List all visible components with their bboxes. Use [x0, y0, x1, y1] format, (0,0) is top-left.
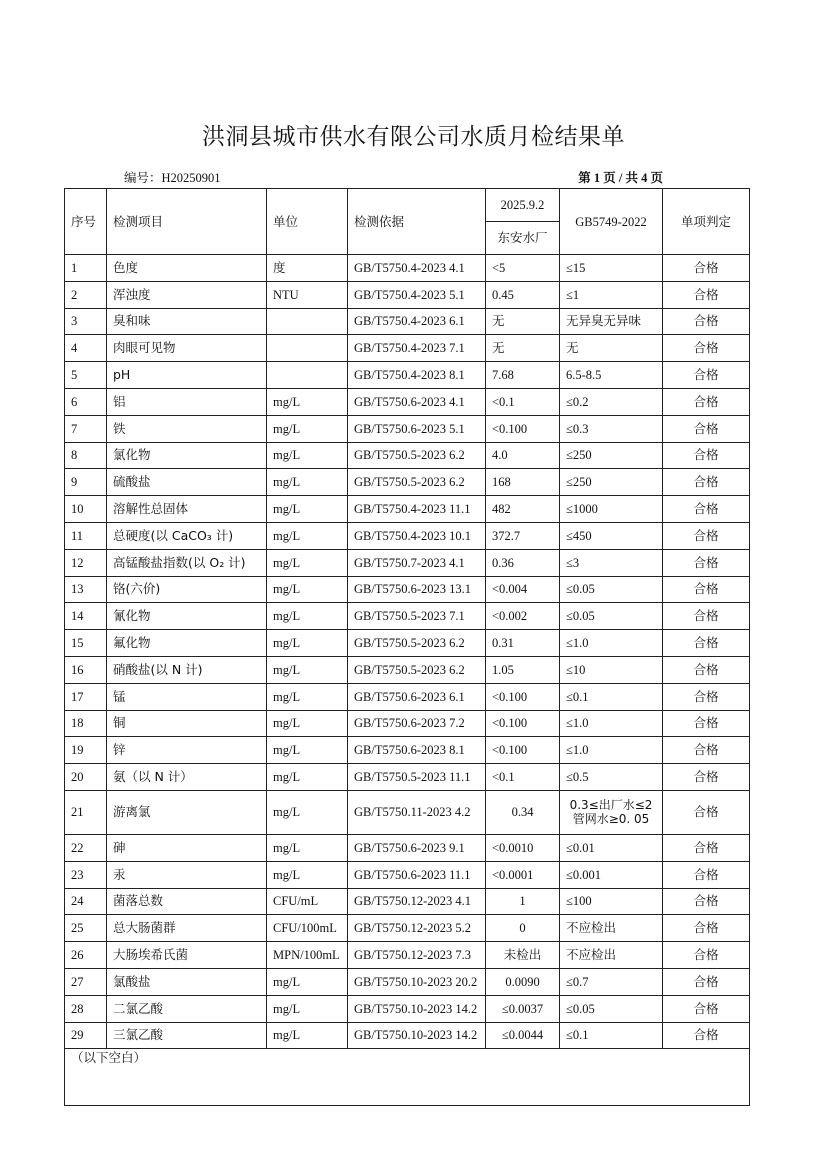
- row-limit: ≤1.0: [560, 710, 663, 737]
- table-row: [65, 737, 750, 764]
- row-verdict: 合格: [663, 764, 750, 791]
- row-method: GB/T5750.12-2023 7.3: [348, 942, 486, 969]
- row-method: GB/T5750.10-2023 14.2: [348, 1022, 486, 1049]
- row-unit: mg/L: [267, 496, 348, 523]
- blank-row: [65, 1049, 750, 1106]
- row-limit: ≤0.001: [560, 861, 663, 888]
- row-item: 游离氯: [107, 790, 267, 834]
- header-method: 检测依据: [348, 189, 486, 255]
- table-row: [65, 308, 750, 335]
- table-row: [65, 603, 750, 630]
- row-unit: [267, 308, 348, 335]
- row-result: <0.002: [486, 603, 560, 630]
- row-result: <0.1: [486, 764, 560, 791]
- row-limit: ≤0.1: [560, 1022, 663, 1049]
- row-method: GB/T5750.10-2023 20.2: [348, 968, 486, 995]
- row-result: ≤0.0044: [486, 1022, 560, 1049]
- row-limit: ≤0.01: [560, 834, 663, 861]
- row-method: GB/T5750.6-2023 6.1: [348, 683, 486, 710]
- row-number: 23: [65, 861, 107, 888]
- row-limit: ≤250: [560, 442, 663, 469]
- row-number: 4: [65, 335, 107, 362]
- table-row: [65, 362, 750, 389]
- row-result: <0.100: [486, 683, 560, 710]
- row-method: GB/T5750.6-2023 5.1: [348, 415, 486, 442]
- row-number: 8: [65, 442, 107, 469]
- row-number: 27: [65, 968, 107, 995]
- row-item: 高锰酸盐指数(以 O₂ 计): [107, 549, 267, 576]
- row-item: 肉眼可见物: [107, 335, 267, 362]
- row-method: GB/T5750.4-2023 8.1: [348, 362, 486, 389]
- row-result: 未检出: [486, 942, 560, 969]
- row-result: 7.68: [486, 362, 560, 389]
- row-limit: ≤3: [560, 549, 663, 576]
- row-item: 砷: [107, 834, 267, 861]
- row-item: 汞: [107, 861, 267, 888]
- row-verdict: 合格: [663, 362, 750, 389]
- row-verdict: 合格: [663, 656, 750, 683]
- row-number: 29: [65, 1022, 107, 1049]
- table-row: [65, 1022, 750, 1049]
- table-row: [65, 888, 750, 915]
- table-row: [65, 388, 750, 415]
- row-item: 二氯乙酸: [107, 995, 267, 1022]
- row-limit: ≤1.0: [560, 630, 663, 657]
- row-unit: mg/L: [267, 469, 348, 496]
- row-number: 25: [65, 915, 107, 942]
- header-verdict: 单项判定: [663, 189, 750, 255]
- row-result: 0.36: [486, 549, 560, 576]
- row-verdict: 合格: [663, 335, 750, 362]
- row-item: 铁: [107, 415, 267, 442]
- row-method: GB/T5750.10-2023 14.2: [348, 995, 486, 1022]
- row-item: 铝: [107, 388, 267, 415]
- row-item: 锰: [107, 683, 267, 710]
- table-row: [65, 995, 750, 1022]
- row-number: 3: [65, 308, 107, 335]
- row-result: <0.004: [486, 576, 560, 603]
- row-limit: ≤100: [560, 888, 663, 915]
- row-result: 482: [486, 496, 560, 523]
- row-verdict: 合格: [663, 496, 750, 523]
- row-number: 1: [65, 255, 107, 282]
- table-row: [65, 469, 750, 496]
- row-result: 1.05: [486, 656, 560, 683]
- row-unit: mg/L: [267, 968, 348, 995]
- table-row: [65, 764, 750, 791]
- row-unit: NTU: [267, 281, 348, 308]
- row-limit: ≤15: [560, 255, 663, 282]
- row-number: 28: [65, 995, 107, 1022]
- row-item: 总大肠菌群: [107, 915, 267, 942]
- row-number: 20: [65, 764, 107, 791]
- row-number: 7: [65, 415, 107, 442]
- row-result: <0.1: [486, 388, 560, 415]
- row-method: GB/T5750.5-2023 7.1: [348, 603, 486, 630]
- row-method: GB/T5750.11-2023 4.2: [348, 790, 486, 834]
- header-no: 序号: [65, 189, 107, 255]
- row-verdict: 合格: [663, 834, 750, 861]
- row-item: 铜: [107, 710, 267, 737]
- row-verdict: 合格: [663, 683, 750, 710]
- row-verdict: 合格: [663, 442, 750, 469]
- row-limit-line2: 管网水≥0. 05: [572, 812, 650, 827]
- row-verdict: 合格: [663, 1022, 750, 1049]
- table-row: [65, 790, 750, 834]
- row-method: GB/T5750.6-2023 11.1: [348, 861, 486, 888]
- table-row: [65, 335, 750, 362]
- table-row: [65, 281, 750, 308]
- row-method: GB/T5750.4-2023 7.1: [348, 335, 486, 362]
- row-item: 锌: [107, 737, 267, 764]
- row-limit: ≤0.5: [560, 764, 663, 791]
- row-method: GB/T5750.12-2023 5.2: [348, 915, 486, 942]
- row-limit: 无: [560, 335, 663, 362]
- row-method: GB/T5750.5-2023 6.2: [348, 442, 486, 469]
- row-limit-line1: 0.3≤出厂水≤2: [569, 798, 653, 813]
- row-item: 溶解性总固体: [107, 496, 267, 523]
- row-number: 2: [65, 281, 107, 308]
- row-unit: mg/L: [267, 549, 348, 576]
- row-result: 0: [486, 915, 560, 942]
- row-item: 氯酸盐: [107, 968, 267, 995]
- row-unit: [267, 335, 348, 362]
- row-verdict: 合格: [663, 522, 750, 549]
- row-verdict: 合格: [663, 915, 750, 942]
- row-item: 菌落总数: [107, 888, 267, 915]
- row-unit: mg/L: [267, 710, 348, 737]
- row-method: GB/T5750.5-2023 6.2: [348, 469, 486, 496]
- row-limit: ≤0.05: [560, 603, 663, 630]
- row-method: GB/T5750.4-2023 4.1: [348, 255, 486, 282]
- row-limit: ≤1.0: [560, 737, 663, 764]
- row-method: GB/T5750.7-2023 4.1: [348, 549, 486, 576]
- row-unit: mg/L: [267, 442, 348, 469]
- row-limit: ≤450: [560, 522, 663, 549]
- document-number: 编号：H20250901: [124, 171, 221, 185]
- page-title: 洪洞县城市供水有限公司水质月检结果单: [202, 124, 625, 150]
- row-unit: mg/L: [267, 764, 348, 791]
- row-number: 22: [65, 834, 107, 861]
- row-verdict: 合格: [663, 603, 750, 630]
- table-row: [65, 942, 750, 969]
- row-number: 14: [65, 603, 107, 630]
- row-result: 无: [486, 335, 560, 362]
- row-method: GB/T5750.6-2023 9.1: [348, 834, 486, 861]
- row-limit: ≤0.1: [560, 683, 663, 710]
- row-unit: mg/L: [267, 603, 348, 630]
- row-unit: mg/L: [267, 683, 348, 710]
- row-result: 1: [486, 888, 560, 915]
- row-verdict: 合格: [663, 737, 750, 764]
- row-result: 168: [486, 469, 560, 496]
- table-row: [65, 442, 750, 469]
- row-method: GB/T5750.4-2023 11.1: [348, 496, 486, 523]
- row-limit: [560, 790, 663, 834]
- row-unit: mg/L: [267, 1022, 348, 1049]
- row-verdict: 合格: [663, 281, 750, 308]
- row-result: ≤0.0037: [486, 995, 560, 1022]
- row-verdict: 合格: [663, 995, 750, 1022]
- row-limit: 不应检出: [560, 942, 663, 969]
- row-verdict: 合格: [663, 790, 750, 834]
- row-limit: 不应检出: [560, 915, 663, 942]
- row-method: GB/T5750.4-2023 6.1: [348, 308, 486, 335]
- row-verdict: 合格: [663, 469, 750, 496]
- row-number: 16: [65, 656, 107, 683]
- header-site: 东安水厂: [486, 222, 560, 255]
- row-verdict: 合格: [663, 942, 750, 969]
- header-item: 检测项目: [107, 189, 267, 255]
- row-limit: ≤0.2: [560, 388, 663, 415]
- row-limit: ≤10: [560, 656, 663, 683]
- row-limit: ≤250: [560, 469, 663, 496]
- row-result: 0.34: [486, 790, 560, 834]
- row-result: <0.100: [486, 710, 560, 737]
- row-number: 24: [65, 888, 107, 915]
- table-row: [65, 496, 750, 523]
- row-number: 9: [65, 469, 107, 496]
- row-limit: 6.5-8.5: [560, 362, 663, 389]
- row-unit: CFU/100mL: [267, 915, 348, 942]
- row-method: GB/T5750.6-2023 13.1: [348, 576, 486, 603]
- row-item: 色度: [107, 255, 267, 282]
- table-row: [65, 915, 750, 942]
- row-method: GB/T5750.12-2023 4.1: [348, 888, 486, 915]
- row-result: 0.31: [486, 630, 560, 657]
- row-verdict: 合格: [663, 576, 750, 603]
- row-number: 12: [65, 549, 107, 576]
- row-verdict: 合格: [663, 861, 750, 888]
- row-item: 氨（以 N 计）: [107, 764, 267, 791]
- row-limit: ≤1: [560, 281, 663, 308]
- row-verdict: 合格: [663, 630, 750, 657]
- row-item: 氟化物: [107, 630, 267, 657]
- row-limit: ≤1000: [560, 496, 663, 523]
- row-number: 15: [65, 630, 107, 657]
- row-item: 硝酸盐(以 N 计): [107, 656, 267, 683]
- row-unit: mg/L: [267, 790, 348, 834]
- row-verdict: 合格: [663, 415, 750, 442]
- row-result: 无: [486, 308, 560, 335]
- row-number: 18: [65, 710, 107, 737]
- row-item: 硫酸盐: [107, 469, 267, 496]
- row-result: <0.0001: [486, 861, 560, 888]
- row-result: 0.45: [486, 281, 560, 308]
- row-limit: ≤0.3: [560, 415, 663, 442]
- row-result: 372.7: [486, 522, 560, 549]
- row-result: <5: [486, 255, 560, 282]
- row-number: 26: [65, 942, 107, 969]
- row-item: 氯化物: [107, 442, 267, 469]
- table-row: [65, 861, 750, 888]
- row-method: GB/T5750.6-2023 4.1: [348, 388, 486, 415]
- row-number: 19: [65, 737, 107, 764]
- row-verdict: 合格: [663, 549, 750, 576]
- row-unit: [267, 362, 348, 389]
- row-limit: ≤0.05: [560, 576, 663, 603]
- row-item: pH: [107, 362, 267, 389]
- header-standard: GB5749-2022: [560, 189, 663, 255]
- row-unit: mg/L: [267, 737, 348, 764]
- row-unit: mg/L: [267, 861, 348, 888]
- table-row: [65, 255, 750, 282]
- row-item: 氰化物: [107, 603, 267, 630]
- row-method: GB/T5750.6-2023 7.2: [348, 710, 486, 737]
- row-method: GB/T5750.5-2023 6.2: [348, 656, 486, 683]
- table-row: [65, 710, 750, 737]
- row-method: GB/T5750.6-2023 8.1: [348, 737, 486, 764]
- row-limit: 无异臭无异味: [560, 308, 663, 335]
- row-verdict: 合格: [663, 710, 750, 737]
- row-unit: mg/L: [267, 656, 348, 683]
- row-unit: mg/L: [267, 995, 348, 1022]
- row-unit: mg/L: [267, 415, 348, 442]
- table-row: [65, 968, 750, 995]
- table-row: [65, 415, 750, 442]
- row-result: 0.0090: [486, 968, 560, 995]
- row-unit: mg/L: [267, 630, 348, 657]
- row-verdict: 合格: [663, 888, 750, 915]
- row-number: 10: [65, 496, 107, 523]
- row-method: GB/T5750.4-2023 5.1: [348, 281, 486, 308]
- table-row: [65, 656, 750, 683]
- row-item: 总硬度(以 CaCO₃ 计): [107, 522, 267, 549]
- row-item: 铬(六价): [107, 576, 267, 603]
- blank-note: （以下空白）: [65, 1049, 750, 1106]
- table-row: [65, 834, 750, 861]
- row-unit: mg/L: [267, 576, 348, 603]
- table-row: [65, 683, 750, 710]
- row-item: 臭和味: [107, 308, 267, 335]
- row-result: 4.0: [486, 442, 560, 469]
- row-verdict: 合格: [663, 255, 750, 282]
- row-result: <0.100: [486, 737, 560, 764]
- table-row: [65, 522, 750, 549]
- table-row: [65, 630, 750, 657]
- row-result: <0.100: [486, 415, 560, 442]
- header-row: [65, 189, 750, 222]
- results-table: [64, 188, 750, 1106]
- row-item: 浑浊度: [107, 281, 267, 308]
- row-number: 13: [65, 576, 107, 603]
- row-method: GB/T5750.5-2023 11.1: [348, 764, 486, 791]
- row-unit: MPN/100mL: [267, 942, 348, 969]
- row-unit: mg/L: [267, 388, 348, 415]
- row-number: 6: [65, 388, 107, 415]
- row-limit: ≤0.7: [560, 968, 663, 995]
- row-verdict: 合格: [663, 388, 750, 415]
- row-number: 11: [65, 522, 107, 549]
- header-unit: 单位: [267, 189, 348, 255]
- row-item: 大肠埃希氏菌: [107, 942, 267, 969]
- row-item: 三氯乙酸: [107, 1022, 267, 1049]
- row-method: GB/T5750.5-2023 6.2: [348, 630, 486, 657]
- row-number: 21: [65, 790, 107, 834]
- header-date: 2025.9.2: [486, 189, 560, 222]
- row-verdict: 合格: [663, 968, 750, 995]
- row-unit: mg/L: [267, 522, 348, 549]
- row-unit: CFU/mL: [267, 888, 348, 915]
- row-unit: 度: [267, 255, 348, 282]
- table-row: [65, 576, 750, 603]
- page-indicator: 第 1 页 / 共 4 页: [578, 171, 663, 185]
- row-limit: ≤0.05: [560, 995, 663, 1022]
- row-method: GB/T5750.4-2023 10.1: [348, 522, 486, 549]
- row-number: 17: [65, 683, 107, 710]
- row-verdict: 合格: [663, 308, 750, 335]
- row-number: 5: [65, 362, 107, 389]
- table-row: [65, 549, 750, 576]
- row-unit: mg/L: [267, 834, 348, 861]
- row-result: <0.0010: [486, 834, 560, 861]
